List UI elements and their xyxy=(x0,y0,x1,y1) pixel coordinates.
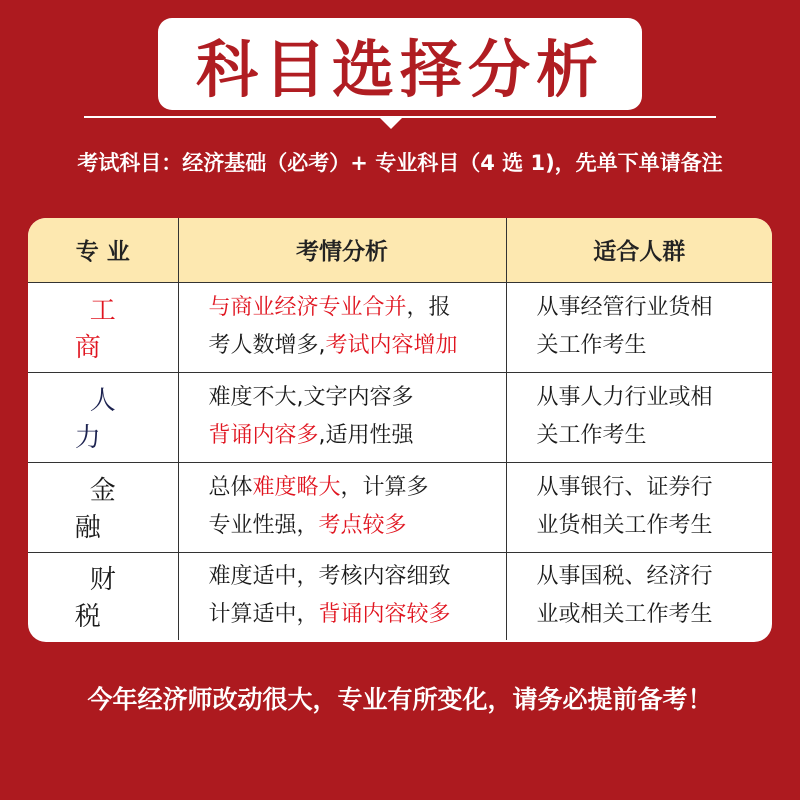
analysis-text: 计算适中， xyxy=(208,602,319,628)
audience-line: 从事经管行业货相 xyxy=(536,295,713,320)
audience-cell xyxy=(506,462,772,552)
analysis-text: 难度不大,文字内容多 xyxy=(208,385,414,410)
audience-cell xyxy=(506,372,772,462)
audience-line: 关工作考生 xyxy=(536,423,647,448)
analysis-text: 专业性强， xyxy=(208,513,319,538)
analysis-line xyxy=(209,469,505,507)
audience-cell xyxy=(506,282,772,372)
audience-line: 从事人力行业或相 xyxy=(536,385,713,410)
highlight-text: 考点较多 xyxy=(318,513,407,538)
table-row xyxy=(28,552,772,640)
analysis-line xyxy=(209,289,505,327)
footer-note: 今年经济师改动很大，专业有所变化，请务必提前备考！ xyxy=(87,685,713,714)
audience-line: 从事国税、经济行 xyxy=(536,564,713,590)
header-audience: 适合人群 xyxy=(506,218,772,282)
page-title: 科目选择分析 xyxy=(195,32,604,106)
analysis-cell xyxy=(178,462,506,552)
highlight-text: 背诵内容较多 xyxy=(318,602,451,628)
table-row xyxy=(28,372,772,462)
analysis-cell xyxy=(178,372,506,462)
analysis-line xyxy=(209,507,505,545)
analysis-text: 难度适中，考核内容细致 xyxy=(208,564,451,590)
subject-table-card xyxy=(28,218,772,642)
analysis-text: ,适用性强 xyxy=(318,423,414,448)
highlight-text: 考试内容增加 xyxy=(325,333,458,358)
audience-line: 业或相关工作考生 xyxy=(536,602,713,628)
analysis-cell xyxy=(178,552,506,640)
major-gongshang: 工 商 xyxy=(28,282,178,372)
analysis-line xyxy=(209,379,505,417)
major-renli: 人 力 xyxy=(28,372,178,462)
title-banner xyxy=(158,18,642,110)
audience-line: 关工作考生 xyxy=(536,333,647,358)
major-caishui: 财 税 xyxy=(74,565,146,633)
header-analysis: 考情分析 xyxy=(178,218,506,282)
audience-cell xyxy=(506,552,772,640)
analysis-text: 总体 xyxy=(208,475,253,500)
audience-line: 从事银行、证券行 xyxy=(536,475,713,500)
analysis-line xyxy=(209,417,505,455)
major-jinrong: 金 融 xyxy=(28,462,178,552)
analysis-line xyxy=(209,596,505,634)
audience-line: 业货相关工作考生 xyxy=(536,513,713,538)
analysis-cell xyxy=(178,282,506,372)
highlight-text: 与商业经济专业合并 xyxy=(208,295,407,320)
highlight-text: 背诵内容多 xyxy=(208,423,319,448)
subject-table xyxy=(28,218,772,640)
analysis-line xyxy=(209,558,505,596)
divider-notch xyxy=(378,116,404,129)
table-row xyxy=(28,282,772,372)
analysis-text: ，报 xyxy=(406,295,451,320)
header-major: 专 业 xyxy=(28,218,178,282)
analysis-text: ，计算多 xyxy=(340,475,429,500)
analysis-text: 考人数增多, xyxy=(208,333,326,358)
table-header-row xyxy=(28,218,772,282)
analysis-line xyxy=(209,327,505,365)
table-row xyxy=(28,462,772,552)
subtitle: 考试科目：经济基础（必考）+ 专业科目（4 选 1)，先单下单请备注 xyxy=(77,151,723,175)
highlight-text: 难度略大 xyxy=(252,475,341,500)
